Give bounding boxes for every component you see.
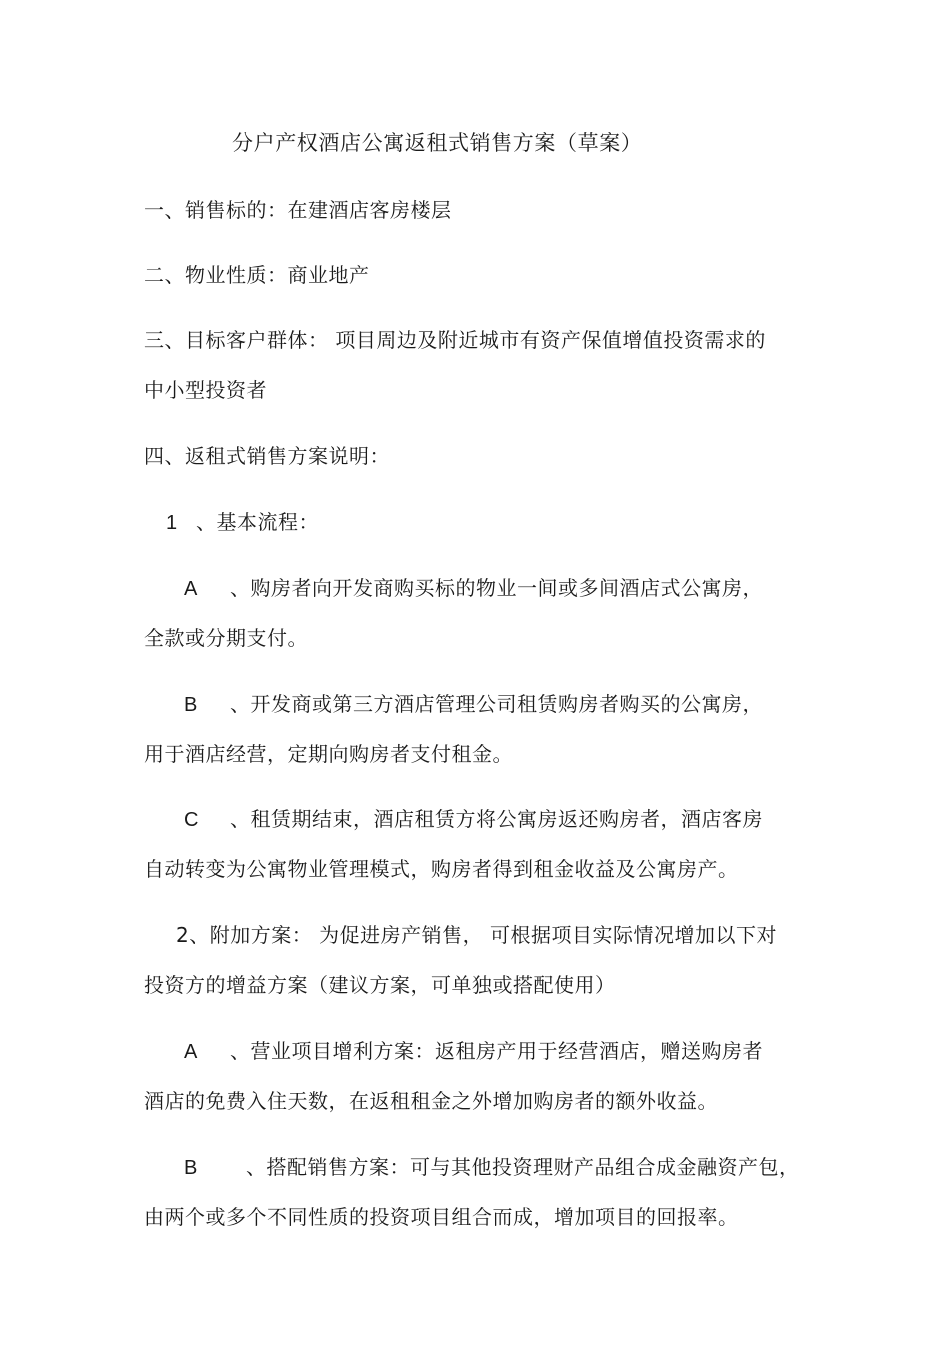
addon-heading-line1: 2、附加方案： 为促进房产销售， 可根据项目实际情况增加以下对 (176, 923, 777, 947)
process-item-b-line1 (184, 691, 763, 718)
process-item-c-marker: C (184, 809, 199, 831)
process-heading-text: 、基本流程： (196, 510, 319, 534)
section-sales-target: 一、销售标的：在建酒店客房楼层 (144, 198, 452, 222)
addon-item-b-line1 (184, 1154, 800, 1181)
process-item-c-text: 、租赁期结束，酒店租赁方将公寓房返还购房者，酒店客房 (230, 807, 763, 831)
addon-item-a-line1 (184, 1038, 763, 1065)
document-title: 分户产权酒店公寓返租式销售方案（草案） (232, 131, 643, 155)
addon-item-b-text: 、搭配销售方案：可与其他投资理财产品组合成金融资产包， (246, 1155, 800, 1179)
addon-item-a-text: 、营业项目增利方案：返租房产用于经营酒店，赠送购房者 (230, 1039, 763, 1063)
process-item-a-text: 、购房者向开发商购买标的物业一间或多间酒店式公寓房， (230, 576, 763, 600)
process-item-c-line1 (184, 806, 763, 833)
addon-item-b-line2: 由两个或多个不同性质的投资项目组合而成，增加项目的回报率。 (144, 1205, 739, 1229)
process-heading-marker: 1 (166, 512, 178, 534)
process-item-b-marker: B (184, 694, 198, 716)
section-target-customers-line1: 三、目标客户群体： 项目周边及附近城市有资产保值增值投资需求的 (144, 328, 766, 352)
addon-item-b-marker: B (184, 1157, 198, 1179)
section-property-nature: 二、物业性质：商业地产 (144, 263, 370, 287)
process-heading (166, 509, 319, 536)
section-target-customers-line2: 中小型投资者 (144, 378, 267, 402)
process-item-b-text: 、开发商或第三方酒店管理公司租赁购房者购买的公寓房， (230, 692, 763, 716)
addon-item-a-marker: A (184, 1041, 198, 1063)
process-item-b-line2: 用于酒店经营，定期向购房者支付租金。 (144, 742, 513, 766)
process-item-c-line2: 自动转变为公寓物业管理模式，购房者得到租金收益及公寓房产。 (144, 857, 739, 881)
addon-heading-line2: 投资方的增益方案（建议方案，可单独或搭配使用） (144, 973, 616, 997)
process-item-a-line2: 全款或分期支付。 (144, 626, 308, 650)
process-item-a-marker: A (184, 578, 198, 600)
addon-item-a-line2: 酒店的免费入住天数，在返租租金之外增加购房者的额外收益。 (144, 1089, 718, 1113)
process-item-a-line1 (184, 575, 763, 602)
section-leaseback-plan: 四、返租式销售方案说明： (144, 444, 390, 468)
